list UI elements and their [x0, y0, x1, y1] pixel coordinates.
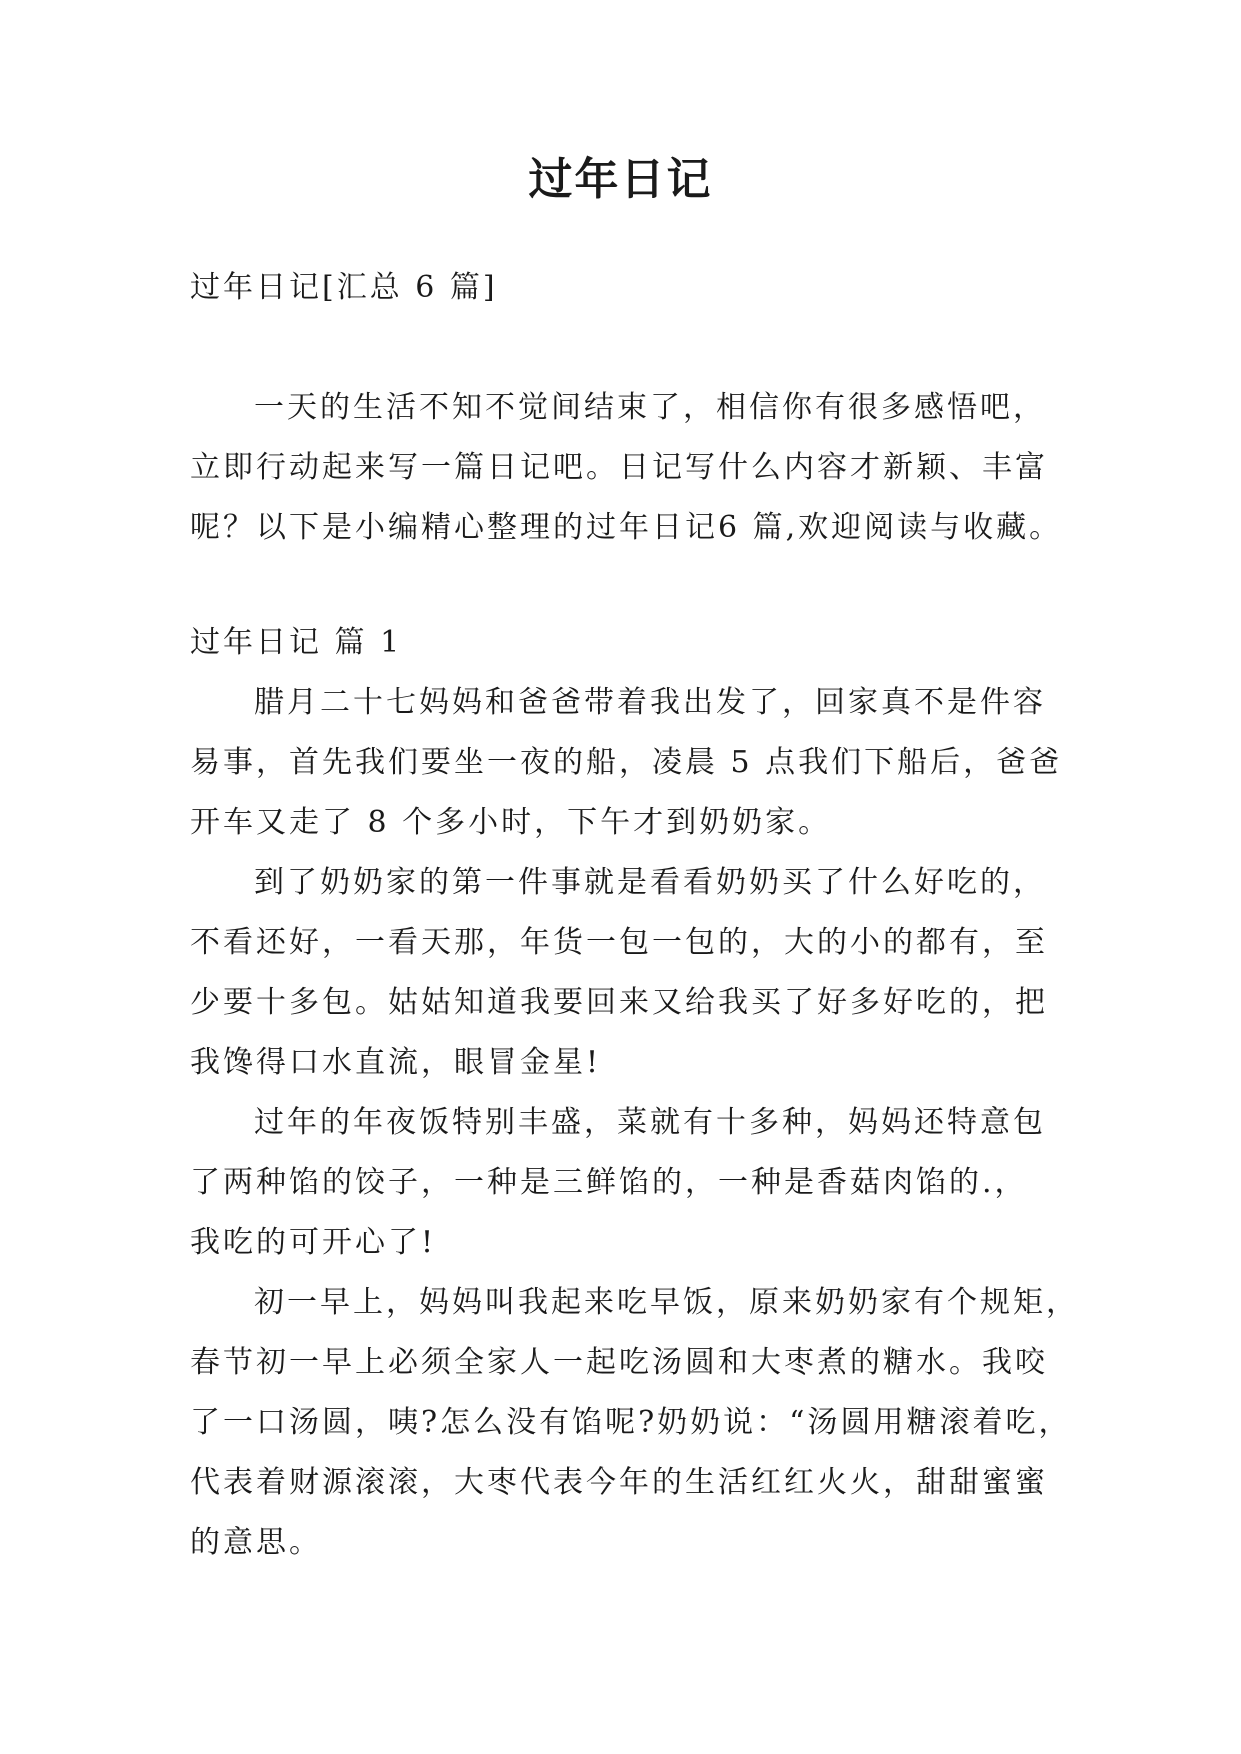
intro-line: 一天的生活不知不觉间结束了，相信你有很多感悟吧，	[254, 390, 1046, 425]
intro-line: 呢？以下是小编精心整理的过年日记6 篇,欢迎阅读与收藏。	[190, 510, 1063, 545]
paragraph	[190, 853, 1070, 1093]
paragraph	[190, 673, 1070, 853]
document-title: 过年日记	[528, 154, 713, 205]
paragraph-line: 少要十多包。姑姑知道我要回来又给我买了好多好吃的，把	[190, 985, 1048, 1020]
paragraph-line: 的意思。	[190, 1525, 322, 1560]
paragraph-line: 不看还好，一看天那，年货一包一包的，大的小的都有，至	[190, 925, 1048, 960]
paragraph-line: 过年的年夜饭特别丰盛，菜就有十多种，妈妈还特意包	[254, 1105, 1046, 1140]
paragraph-line: 腊月二十七妈妈和爸爸带着我出发了，回家真不是件容	[254, 685, 1046, 720]
paragraph-line: 春节初一早上必须全家人一起吃汤圆和大枣煮的糖水。我咬	[190, 1345, 1048, 1380]
paragraph-line: 到了奶奶家的第一件事就是看看奶奶买了什么好吃的，	[254, 865, 1046, 900]
intro-paragraph	[190, 378, 1070, 558]
paragraph-line: 开车又走了 8 个多小时，下午才到奶奶家。	[190, 805, 832, 840]
intro-line: 立即行动起来写一篇日记吧。日记写什么内容才新颖、丰富	[190, 450, 1048, 485]
paragraph-line: 易事，首先我们要坐一夜的船，凌晨 5 点我们下船后，爸爸	[190, 745, 1063, 780]
paragraph-line: 了一口汤圆，咦?怎么没有馅呢?奶奶说：“汤圆用糖滚着吃，	[190, 1405, 1072, 1440]
paragraph-line: 了两种馅的饺子，一种是三鲜馅的，一种是香菇肉馅的.，	[190, 1165, 1028, 1200]
document-subtitle: 过年日记[汇总 6 篇]	[190, 270, 498, 305]
paragraph-line: 初一早上，妈妈叫我起来吃早饭，原来奶奶家有个规矩，	[254, 1285, 1079, 1320]
paragraph-line: 我吃的可开心了!	[190, 1225, 437, 1260]
paragraph-line: 代表着财源滚滚，大枣代表今年的生活红红火火，甜甜蜜蜜	[190, 1465, 1048, 1500]
paragraph	[190, 1093, 1070, 1273]
paragraph-line: 我馋得口水直流，眼冒金星!	[190, 1045, 602, 1080]
paragraph	[190, 1273, 1079, 1573]
document-body	[190, 258, 1079, 1573]
section-heading: 过年日记 篇 1	[190, 625, 403, 660]
